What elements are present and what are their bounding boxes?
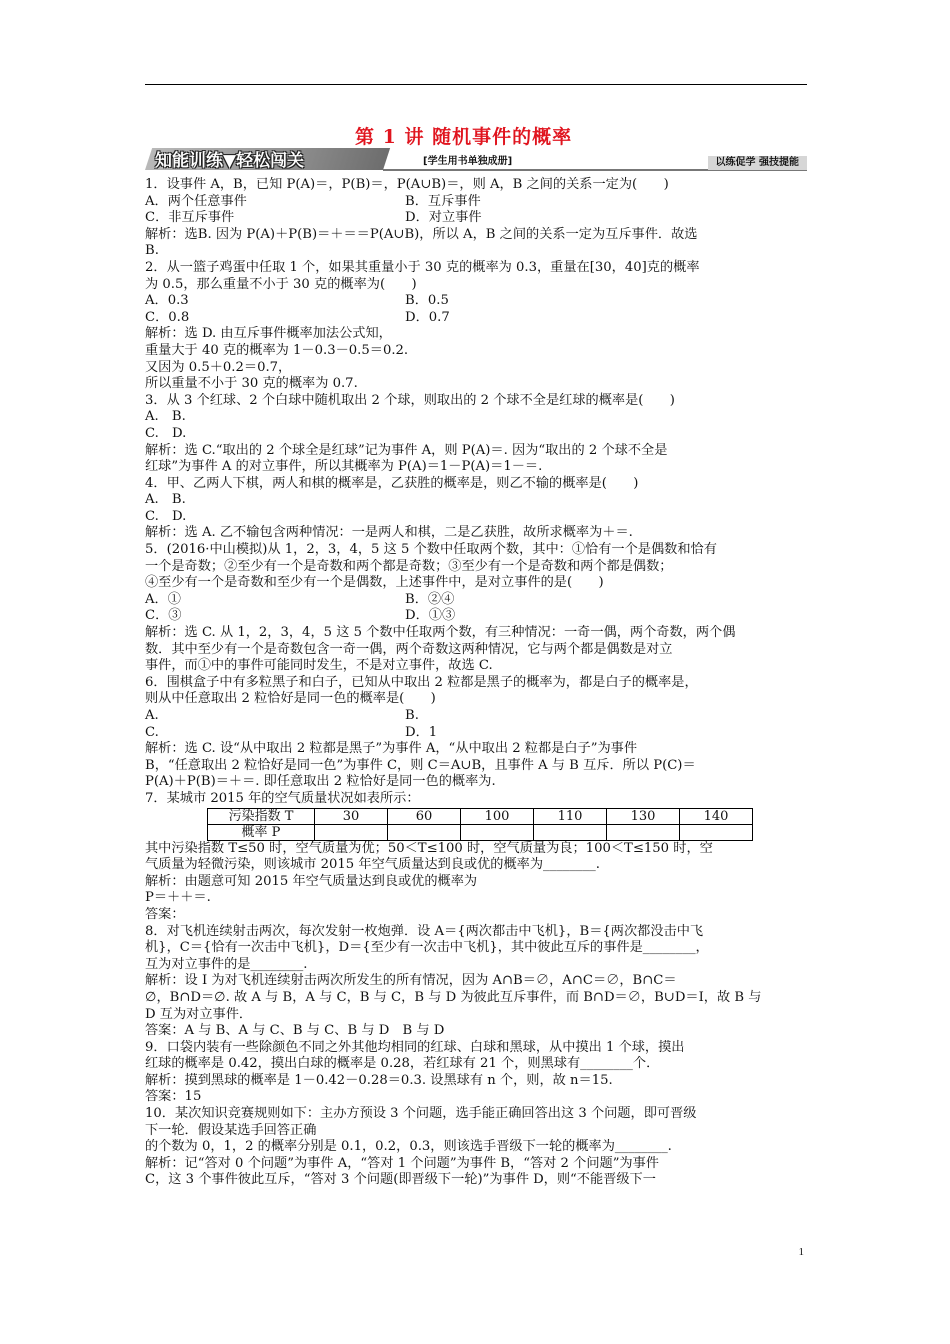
text-line: A. B. bbox=[145, 492, 186, 508]
text-line: ∅，B∩D＝∅. 故 A 与 B，A 与 C，B 与 C，B 与 D 为彼此互斥事件，而 B∩D＝∅，B∪D＝I，故 B 与 bbox=[145, 989, 762, 1005]
text-line: 其中污染指数 T≤50 时，空气质量为优；50＜T≤100 时，空气质量为良；100＜T≤150 时，空 bbox=[145, 840, 713, 856]
text-line: 机}，C＝{恰有一次击中飞机}，D＝{至少有一次击中飞机}，其中彼此互斥的事件是________， bbox=[145, 940, 709, 956]
option: D．①③ bbox=[405, 608, 456, 624]
exercise-content bbox=[145, 177, 815, 1189]
option-row bbox=[145, 708, 815, 725]
option: A. bbox=[145, 708, 159, 723]
section-banner bbox=[145, 146, 807, 174]
text-line: 事件，而①中的事件可能同时发生，不是对立事件，故选 C. bbox=[145, 658, 493, 674]
text-line: 数．其中至少有一个是奇数包含一奇一偶，两个奇数这两种情况，它与两个都是偶数是对立 bbox=[145, 641, 673, 657]
text-line: 为 0.5，那么重量不小于 30 克的概率为( ) bbox=[145, 276, 417, 292]
option-row bbox=[145, 194, 815, 211]
table-cell bbox=[315, 824, 388, 840]
text-line: 解析：设 I 为对飞机连续射击两次所发生的所有情况，因为 A∩B＝∅，A∩C＝∅，B∩C＝ bbox=[145, 973, 677, 989]
air-quality-table bbox=[207, 808, 753, 841]
text-line: 7．某城市 2015 年的空气质量状况如表所示： bbox=[145, 790, 420, 806]
text-line: 的个数为 0，1，2 的概率分别是 0.1，0.2，0.3，则该选手晋级下一轮的概率为________. bbox=[145, 1139, 672, 1155]
option: A．两个任意事件 bbox=[145, 193, 247, 209]
table-cell: 100 bbox=[461, 808, 534, 824]
table-row bbox=[208, 808, 753, 824]
table-cell: 140 bbox=[680, 808, 753, 824]
text-line: 解析：选 C. 从 1，2，3，4，5 这 5 个数中任取两个数，有三种情况：一奇一偶，两个奇数，两个偶 bbox=[145, 625, 736, 641]
text-line: 红球”为事件 A 的对立事件，所以其概率为 P(A)＝1－P(A)＝1－＝. bbox=[145, 459, 543, 475]
option: B．0.5 bbox=[405, 293, 449, 309]
text-line: C. D. bbox=[145, 508, 187, 524]
header-rule bbox=[145, 84, 807, 85]
text-line: 红球的概率是 0.42，摸出白球的概率是 0.28，若红球有 21 个，则黑球有________个． bbox=[145, 1056, 660, 1072]
text-line: 6．围棋盒子中有多粒黑子和白子，已知从中取出 2 粒都是黑子的概率为，都是白子的概率是， bbox=[145, 674, 698, 690]
text-line: 解析：选 C.“取出的 2 个球全是红球”记为事件 A，则 P(A)＝. 因为“取出的 2 个球不全是 bbox=[145, 442, 668, 458]
text-line: 解析：选B. 因为 P(A)＋P(B)＝＋＝＝P(A∪B)，所以 A，B 之间的关系一定为互斥事件．故选 bbox=[145, 226, 698, 242]
text-line: 3．从 3 个红球、2 个白球中随机取出 2 个球，则取出的 2 个球不全是红球的概率是( ) bbox=[145, 392, 675, 408]
text-line: D 互为对立事件． bbox=[145, 1006, 253, 1022]
page-number: 1 bbox=[798, 1246, 804, 1258]
text-line: 8．对飞机连续射击两次，每次发射一枚炮弹．设 A＝{两次都击中飞机}，B＝{两次都没击中飞 bbox=[145, 923, 704, 939]
text-line: 则从中任意取出 2 粒恰好是同一色的概率是( ) bbox=[145, 691, 436, 707]
table-cell bbox=[680, 824, 753, 840]
text-line: C. D. bbox=[145, 425, 187, 441]
text-line: 5．(2016·中山模拟)从 1，2，3，4，5 这 5 个数中任取两个数，其中：①恰有一个是偶数和恰有 bbox=[145, 542, 717, 558]
option-row bbox=[145, 725, 815, 742]
option: C．③ bbox=[145, 608, 182, 624]
option-row bbox=[145, 592, 815, 609]
text-line: 4．甲、乙两人下棋，两人和棋的概率是，乙获胜的概率是，则乙不输的概率是( ) bbox=[145, 475, 639, 491]
option: C. bbox=[145, 724, 159, 740]
option-row bbox=[145, 293, 815, 310]
text-line: 气质量为轻微污染，则该城市 2015 年空气质量达到良或优的概率为________. bbox=[145, 857, 600, 873]
option: C．0.8 bbox=[145, 309, 190, 325]
text-line: 解析：选 C. 设“从中取出 2 粒都是黑子”为事件 A，“从中取出 2 粒都是白子”为事件 bbox=[145, 741, 638, 757]
option-row bbox=[145, 608, 815, 625]
option: A．① bbox=[145, 591, 181, 607]
text-line: 解析：选 D. 由互斥事件概率加法公式知， bbox=[145, 326, 392, 342]
text-line: B. bbox=[145, 243, 159, 259]
option: D．0.7 bbox=[405, 309, 450, 325]
table-cell bbox=[461, 824, 534, 840]
text-line: 解析：选 A. 乙不输包含两种情况：一是两人和棋，二是乙获胜，故所求概率为＋＝. bbox=[145, 525, 633, 541]
text-line: C，这 3 个事件彼此互斥，“答对 3 个问题(即晋级下一轮)”为事件 D，则“不能晋级下一 bbox=[145, 1172, 656, 1188]
text-line: 互为对立事件的是________. bbox=[145, 956, 308, 972]
table-cell bbox=[534, 824, 607, 840]
text-line: ④至少有一个是奇数和至少有一个是偶数，上述事件中，是对立事件的是( ) bbox=[145, 575, 604, 591]
text-line: 解析：摸到黑球的概率是 1－0.42－0.28＝0.3. 设黑球有 n 个，则，故 n＝15. bbox=[145, 1072, 613, 1088]
text-line: B，“任意取出 2 粒恰好是同一色”为事件 C，则 C＝A∪B，且事件 A 与 B 互斥．所以 P(C)＝ bbox=[145, 757, 696, 773]
page-title: 第 1 讲 随机事件的概率 bbox=[355, 126, 573, 148]
table-cell: 污染指数 T bbox=[208, 808, 315, 824]
text-line: 又因为 0.5＋0.2＝0.7， bbox=[145, 359, 292, 375]
text-line: 2．从一篮子鸡蛋中任取 1 个，如果其重量小于 30 克的概率为 0.3，重量在[30，40]克的概率 bbox=[145, 259, 700, 275]
text-line: 解析：由题意可知 2015 年空气质量达到良或优的概率为 bbox=[145, 873, 478, 889]
banner-title: 知能训练▼轻松闯关 bbox=[155, 151, 305, 171]
text-line: 下一轮．假设某选手回答正确 bbox=[145, 1122, 317, 1138]
table-cell bbox=[388, 824, 461, 840]
option-row bbox=[145, 310, 815, 327]
text-line: 重量大于 40 克的概率为 1－0.3－0.5＝0.2. bbox=[145, 342, 409, 358]
text-line: 所以重量不小于 30 克的概率为 0.7. bbox=[145, 376, 358, 392]
text-line: P＝＋＋＝. bbox=[145, 890, 211, 906]
banner-note: [学生用书单独成册] bbox=[423, 156, 513, 167]
option: C．非互斥事件 bbox=[145, 210, 235, 226]
banner-tagline: 以练促学 强技提能 bbox=[708, 156, 807, 170]
text-line: 一个是奇数；②至少有一个是奇数和两个都是奇数；③至少有一个是奇数和两个都是偶数； bbox=[145, 558, 673, 574]
text-line: 9．口袋内装有一些除颜色不同之外其他均相同的红球、白球和黑球，从中摸出 1 个球，摸出 bbox=[145, 1039, 685, 1055]
table-cell: 30 bbox=[315, 808, 388, 824]
text-line: 10．某次知识竞赛规则如下：主办方预设 3 个问题，选手能正确回答出这 3 个问题，即可晋级 bbox=[145, 1106, 697, 1122]
text-line: 1．设事件 A，B，已知 P(A)＝，P(B)＝，P(A∪B)＝，则 A，B 之间的关系一定为( ) bbox=[145, 177, 669, 192]
table-row bbox=[208, 824, 753, 840]
option-row bbox=[145, 210, 815, 227]
table-cell: 130 bbox=[607, 808, 680, 824]
text-line: 答案：15 bbox=[145, 1089, 202, 1105]
option: B．互斥事件 bbox=[405, 193, 481, 209]
table-cell: 110 bbox=[534, 808, 607, 824]
text-line: 答案：A 与 B、A 与 C、B 与 C、B 与 D B 与 D bbox=[145, 1023, 445, 1039]
text-line: 答案： bbox=[145, 906, 185, 922]
text-line: P(A)＋P(B)＝＋＝. 即任意取出 2 粒恰好是同一色的概率为. bbox=[145, 774, 496, 790]
table-cell: 60 bbox=[388, 808, 461, 824]
option: D．1 bbox=[405, 724, 438, 740]
option: B．②④ bbox=[405, 591, 455, 607]
text-line: 解析：记“答对 0 个问题”为事件 A，“答对 1 个问题”为事件 B，“答对 2 个问题”为事件 bbox=[145, 1155, 659, 1171]
text-line: A. B. bbox=[145, 409, 186, 425]
table-cell: 概率 P bbox=[208, 824, 315, 840]
option: D．对立事件 bbox=[405, 210, 482, 226]
option: B. bbox=[405, 708, 419, 723]
table-cell bbox=[607, 824, 680, 840]
option: A．0.3 bbox=[145, 293, 189, 309]
